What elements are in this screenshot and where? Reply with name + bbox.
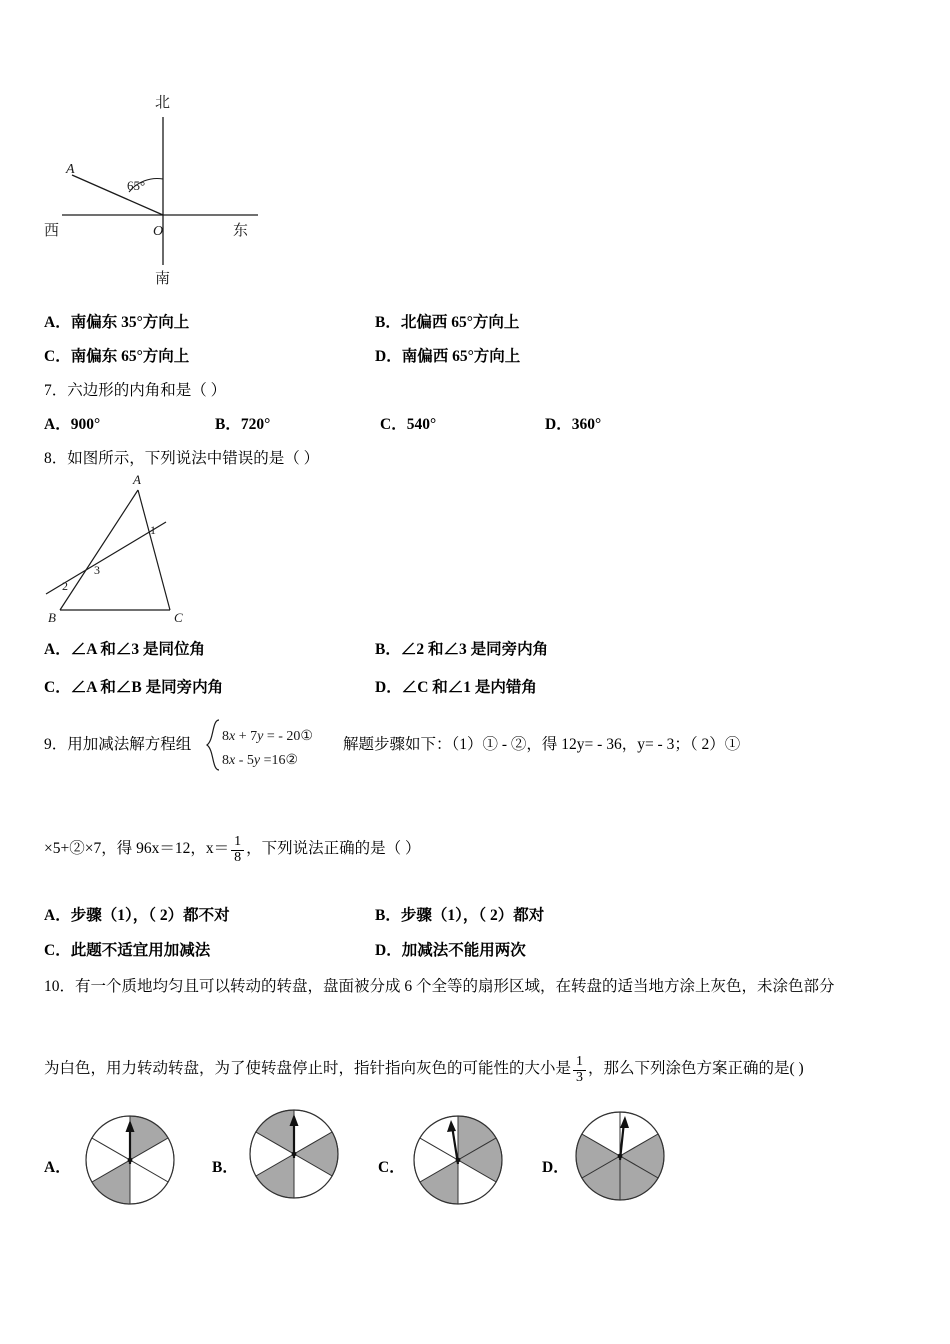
q6-option-d-text: 南偏西 65°方向上 xyxy=(401,348,521,365)
compass-west-label: 西 xyxy=(44,223,60,239)
q6-option-b-label: B． xyxy=(375,314,401,331)
q10-spinner-b[interactable] xyxy=(246,1106,342,1202)
q8-option-c-text: ∠A 和∠B 是同旁内角 xyxy=(70,679,224,696)
q9-fraction xyxy=(231,835,244,865)
q7-stem xyxy=(44,379,226,402)
q6-option-b-text: 北偏西 65°方向上 xyxy=(400,314,520,331)
q8-option-d-label: D． xyxy=(375,679,402,696)
q9-option-a-text: 步骤（1），（ 2）都不对 xyxy=(70,907,230,924)
q7-option-d-text: 360° xyxy=(571,416,602,433)
q7-option-b-text: 720° xyxy=(240,416,271,433)
q7-option-c-label: C． xyxy=(380,416,407,433)
q9-option-a[interactable] xyxy=(44,903,230,925)
q6-option-c[interactable] xyxy=(44,344,189,366)
q6-option-a-text: 南偏东 35°方向上 xyxy=(70,314,190,331)
q9-option-b-label: B． xyxy=(375,907,401,924)
q8-option-b-text: ∠2 和∠3 是同旁内角 xyxy=(400,641,549,658)
q10-fraction-denominator: 3 xyxy=(573,1070,586,1086)
q7-option-b-label: B． xyxy=(215,416,241,433)
q9-fraction-denominator: 8 xyxy=(231,850,244,866)
q8-option-a-label: A． xyxy=(44,641,71,658)
q9-option-d-label: D． xyxy=(375,942,402,959)
q7-option-b[interactable] xyxy=(215,412,270,434)
q8-angle-1-label: 1 xyxy=(150,523,156,537)
q7-option-a[interactable] xyxy=(44,412,100,434)
q7-option-c-text: 540° xyxy=(406,416,437,433)
q10-spinner-a[interactable] xyxy=(82,1112,178,1208)
q7-stem-text: 六边形的内角和是（ ） xyxy=(67,382,227,399)
q7-option-d-label: D． xyxy=(545,416,572,433)
q6-option-d[interactable] xyxy=(375,344,520,366)
q8-angle-2-label: 2 xyxy=(62,579,68,593)
compass-figure xyxy=(30,75,290,300)
q9-option-c[interactable] xyxy=(44,938,210,960)
q9-number: 9． xyxy=(44,736,68,753)
q9-stem-text-3a: ×5+②×7，得 96x＝12，x＝ xyxy=(44,840,230,857)
q8-option-a-text: ∠A 和∠3 是同位角 xyxy=(70,641,206,658)
q8-vertex-c-label: C xyxy=(174,610,183,625)
q10-stem-line-2 xyxy=(44,1055,934,1085)
q7-option-c[interactable] xyxy=(380,412,436,434)
compass-south-label: 南 xyxy=(155,271,171,287)
q10-stem-text-2b: ，那么下列涂色方案正确的是( ) xyxy=(588,1060,804,1077)
q9-option-c-label: C． xyxy=(44,942,71,959)
q6-option-c-text: 南偏东 65°方向上 xyxy=(70,348,190,365)
q6-option-b[interactable] xyxy=(375,310,519,332)
q9-equation-system xyxy=(205,716,355,774)
q6-option-c-label: C． xyxy=(44,348,71,365)
q9-stem-text-2-wrap xyxy=(343,733,943,756)
q10-option-d-label xyxy=(542,1155,569,1177)
q7-option-a-text: 900° xyxy=(70,416,101,433)
q9-option-a-label: A． xyxy=(44,907,71,924)
q8-triangle-figure xyxy=(38,472,258,632)
q8-option-d[interactable] xyxy=(375,675,537,697)
compass-origin-label: O xyxy=(153,224,164,239)
q10-spinner-c[interactable] xyxy=(410,1112,506,1208)
q9-stem-text-1: 用加减法解方程组 xyxy=(67,736,192,753)
q10-option-c-label-text: C． xyxy=(378,1159,405,1176)
q8-stem xyxy=(44,447,319,470)
q10-fraction-numerator: 1 xyxy=(576,1054,584,1069)
q6-option-a[interactable] xyxy=(44,310,189,332)
q8-vertex-a-label: A xyxy=(133,472,141,487)
q8-option-c[interactable] xyxy=(44,675,223,697)
q7-option-a-label: A． xyxy=(44,416,71,433)
q9-option-c-text: 此题不适宜用加减法 xyxy=(70,942,211,959)
q6-option-a-label: A． xyxy=(44,314,71,331)
q10-option-d-label-text: D． xyxy=(542,1159,569,1176)
q8-number: 8． xyxy=(44,450,68,467)
q10-stem-text-1: 有一个质地均匀且可以转动的转盘，盘面被分成 6 个全等的扇形区域，在转盘的适当地方涂上灰色，未涂色部分 xyxy=(75,978,835,995)
q10-stem-text-2a: 为白色，用力转动转盘，为了使转盘停止时，指针指向灰色的可能性的大小是 xyxy=(44,1060,572,1077)
q8-option-c-label: C． xyxy=(44,679,71,696)
q9-equation-line-2: 8x - 5y =16② xyxy=(222,753,299,768)
q9-option-d[interactable] xyxy=(375,938,526,960)
q10-option-c-label xyxy=(378,1155,405,1177)
q10-option-a-label xyxy=(44,1155,71,1177)
compass-east-label: 东 xyxy=(233,223,249,239)
q9-equation-line-1: 8x + 7y = - 20① xyxy=(222,729,313,744)
q8-option-a[interactable] xyxy=(44,637,205,659)
q9-stem-text-3b: ，下列说法正确的是（ ） xyxy=(246,840,421,857)
q10-spinner-d[interactable] xyxy=(572,1108,668,1204)
q9-fraction-numerator: 1 xyxy=(234,834,242,849)
q8-option-b[interactable] xyxy=(375,637,548,659)
q10-option-b-label-text: B． xyxy=(212,1159,238,1176)
q8-option-d-text: ∠C 和∠1 是内错角 xyxy=(401,679,537,696)
compass-point-a-label: A xyxy=(66,162,75,177)
compass-north-label: 北 xyxy=(155,95,171,111)
q10-option-b-label xyxy=(212,1155,238,1177)
q8-stem-text: 如图所示，下列说法中错误的是（ ） xyxy=(67,450,320,467)
q10-option-a-label-text: A． xyxy=(44,1159,71,1176)
q8-angle-3-label: 3 xyxy=(94,563,100,577)
q8-vertex-b-label: B xyxy=(48,610,56,625)
q6-option-d-label: D． xyxy=(375,348,402,365)
q9-option-b-text: 步骤（1），（ 2）都对 xyxy=(400,907,545,924)
q7-number: 7． xyxy=(44,382,68,399)
q7-option-d[interactable] xyxy=(545,412,601,434)
q10-number: 10． xyxy=(44,978,76,995)
q9-stem-text-2: 解题步骤如下：（1）① - ②，得 12y= - 36，y= - 3；（ 2）① xyxy=(343,736,741,753)
q8-option-b-label: B． xyxy=(375,641,401,658)
q9-option-b[interactable] xyxy=(375,903,544,925)
q9-stem-line-3 xyxy=(44,835,924,865)
q9-option-d-text: 加减法不能用两次 xyxy=(401,942,526,959)
q10-fraction xyxy=(573,1055,586,1085)
compass-angle-label: 65° xyxy=(127,178,146,193)
q10-stem-line-1 xyxy=(44,975,934,998)
